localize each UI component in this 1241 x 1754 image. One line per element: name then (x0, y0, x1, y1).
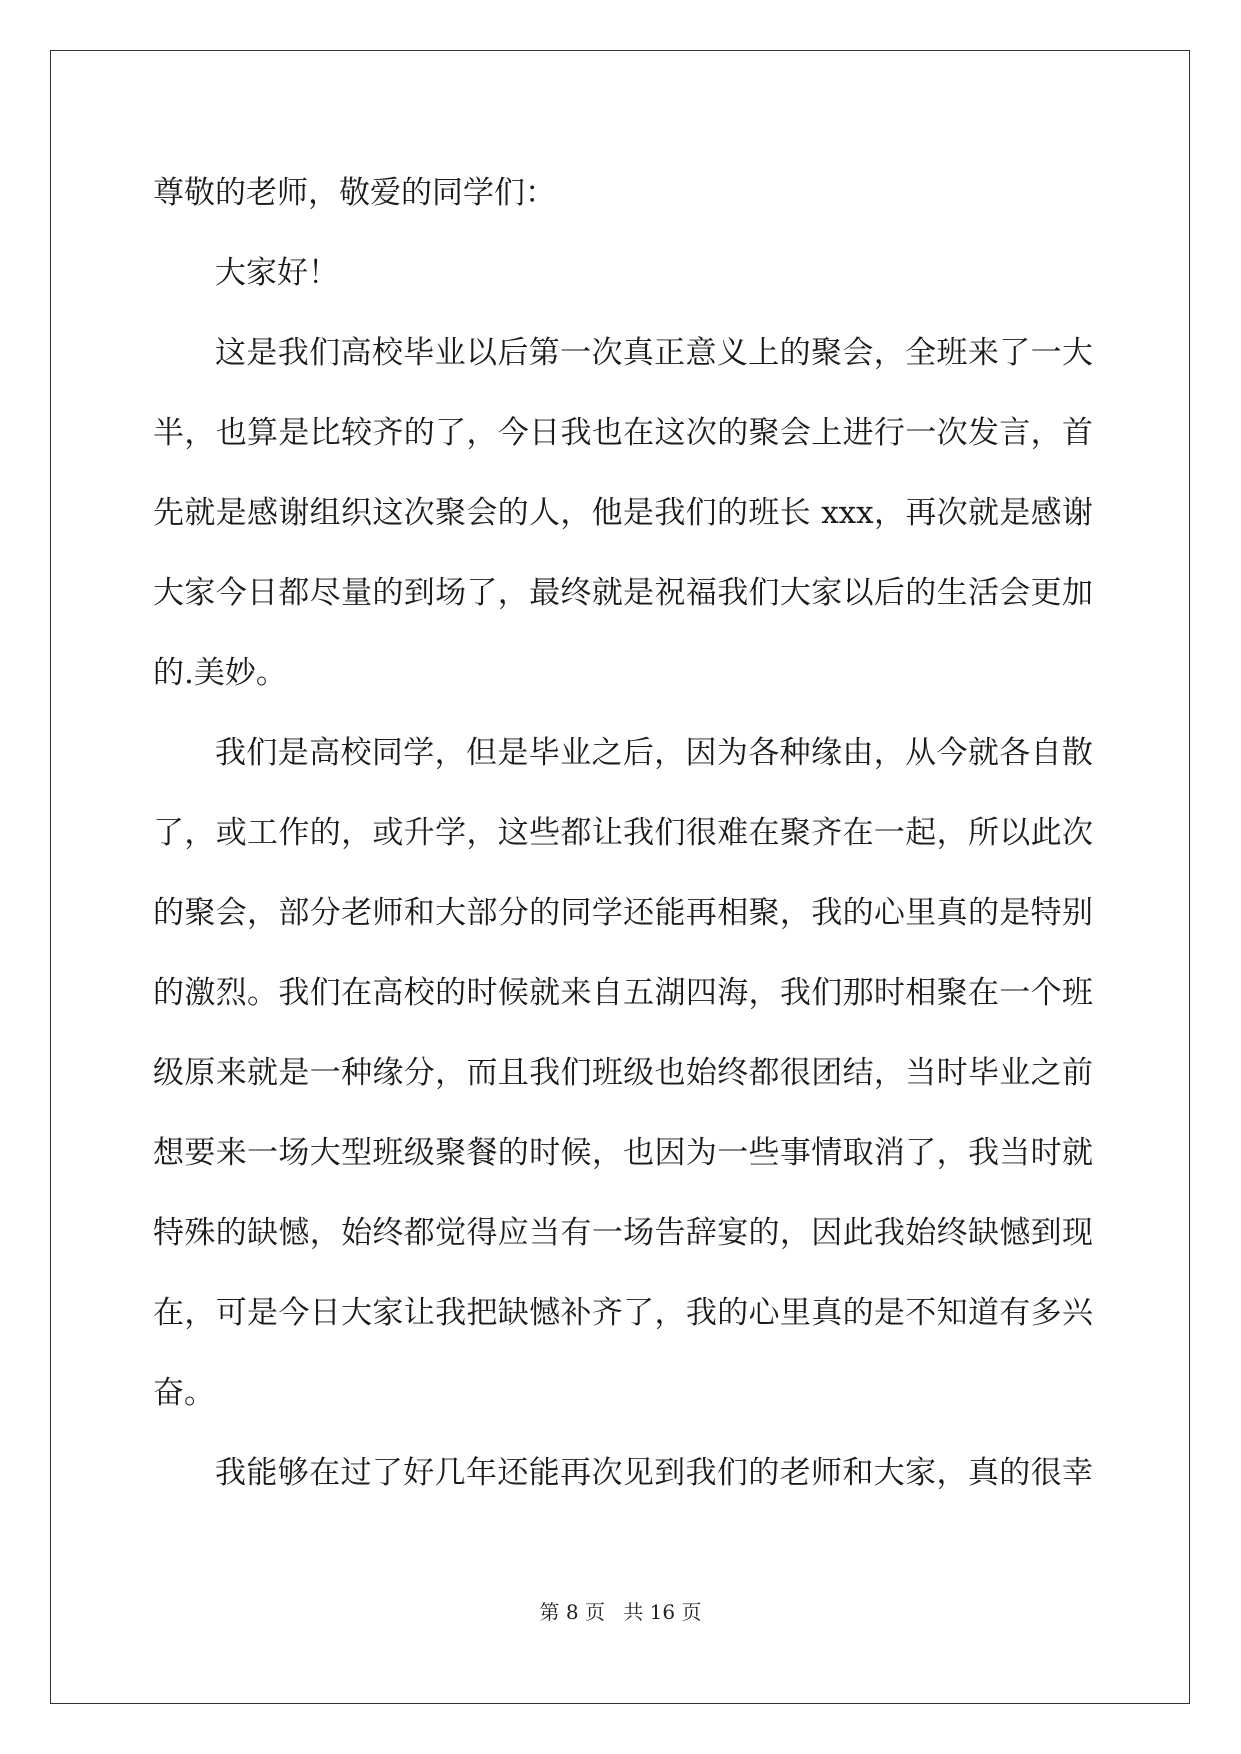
text-line: 我能够在过了好几年还能再次见到我们的老师和大家，真的很幸 (215, 1455, 1093, 1491)
text-line: 在，可是今日大家让我把缺憾补齐了，我的心里真的是不知道有多兴 (153, 1295, 1093, 1331)
text-line: 先就是感谢组织这次聚会的人，他是我们的班长 xxx，再次就是感谢 (153, 495, 1093, 531)
text-line: 了，或工作的，或升学，这些都让我们很难在聚齐在一起，所以此次 (153, 815, 1093, 851)
text-line: 的聚会，部分老师和大部分的同学还能再相聚，我的心里真的是特别 (153, 895, 1093, 931)
text-line: 级原来就是一种缘分，而且我们班级也始终都很团结，当时毕业之前 (153, 1055, 1093, 1091)
text-line: 特殊的缺憾，始终都觉得应当有一场告辞宴的，因此我始终缺憾到现 (153, 1215, 1093, 1251)
text-line: 大家好！ (215, 255, 339, 291)
text-line: 尊敬的老师，敬爱的同学们： (153, 175, 556, 211)
text-line: 大家今日都尽量的到场了，最终就是祝福我们大家以后的生活会更加 (153, 575, 1093, 611)
page-number: 第 8 页 (539, 1600, 605, 1624)
text-line: 奋。 (153, 1375, 215, 1411)
document-body (153, 162, 1093, 1522)
text-line: 半，也算是比较齐的了，今日我也在这次的聚会上进行一次发言，首 (153, 415, 1093, 451)
text-line: 想要来一场大型班级聚餐的时候，也因为一些事情取消了，我当时就 (153, 1135, 1093, 1171)
page-footer (0, 1596, 1241, 1625)
text-line: 的激烈。我们在高校的时候就来自五湖四海，我们那时相聚在一个班 (153, 975, 1093, 1011)
page-total: 共 16 页 (623, 1600, 702, 1624)
text-line: 我们是高校同学，但是毕业之后，因为各种缘由，从今就各自散 (215, 735, 1093, 771)
text-line: 的.美妙。 (153, 655, 287, 691)
text-line: 这是我们高校毕业以后第一次真正意义上的聚会，全班来了一大 (215, 335, 1093, 371)
